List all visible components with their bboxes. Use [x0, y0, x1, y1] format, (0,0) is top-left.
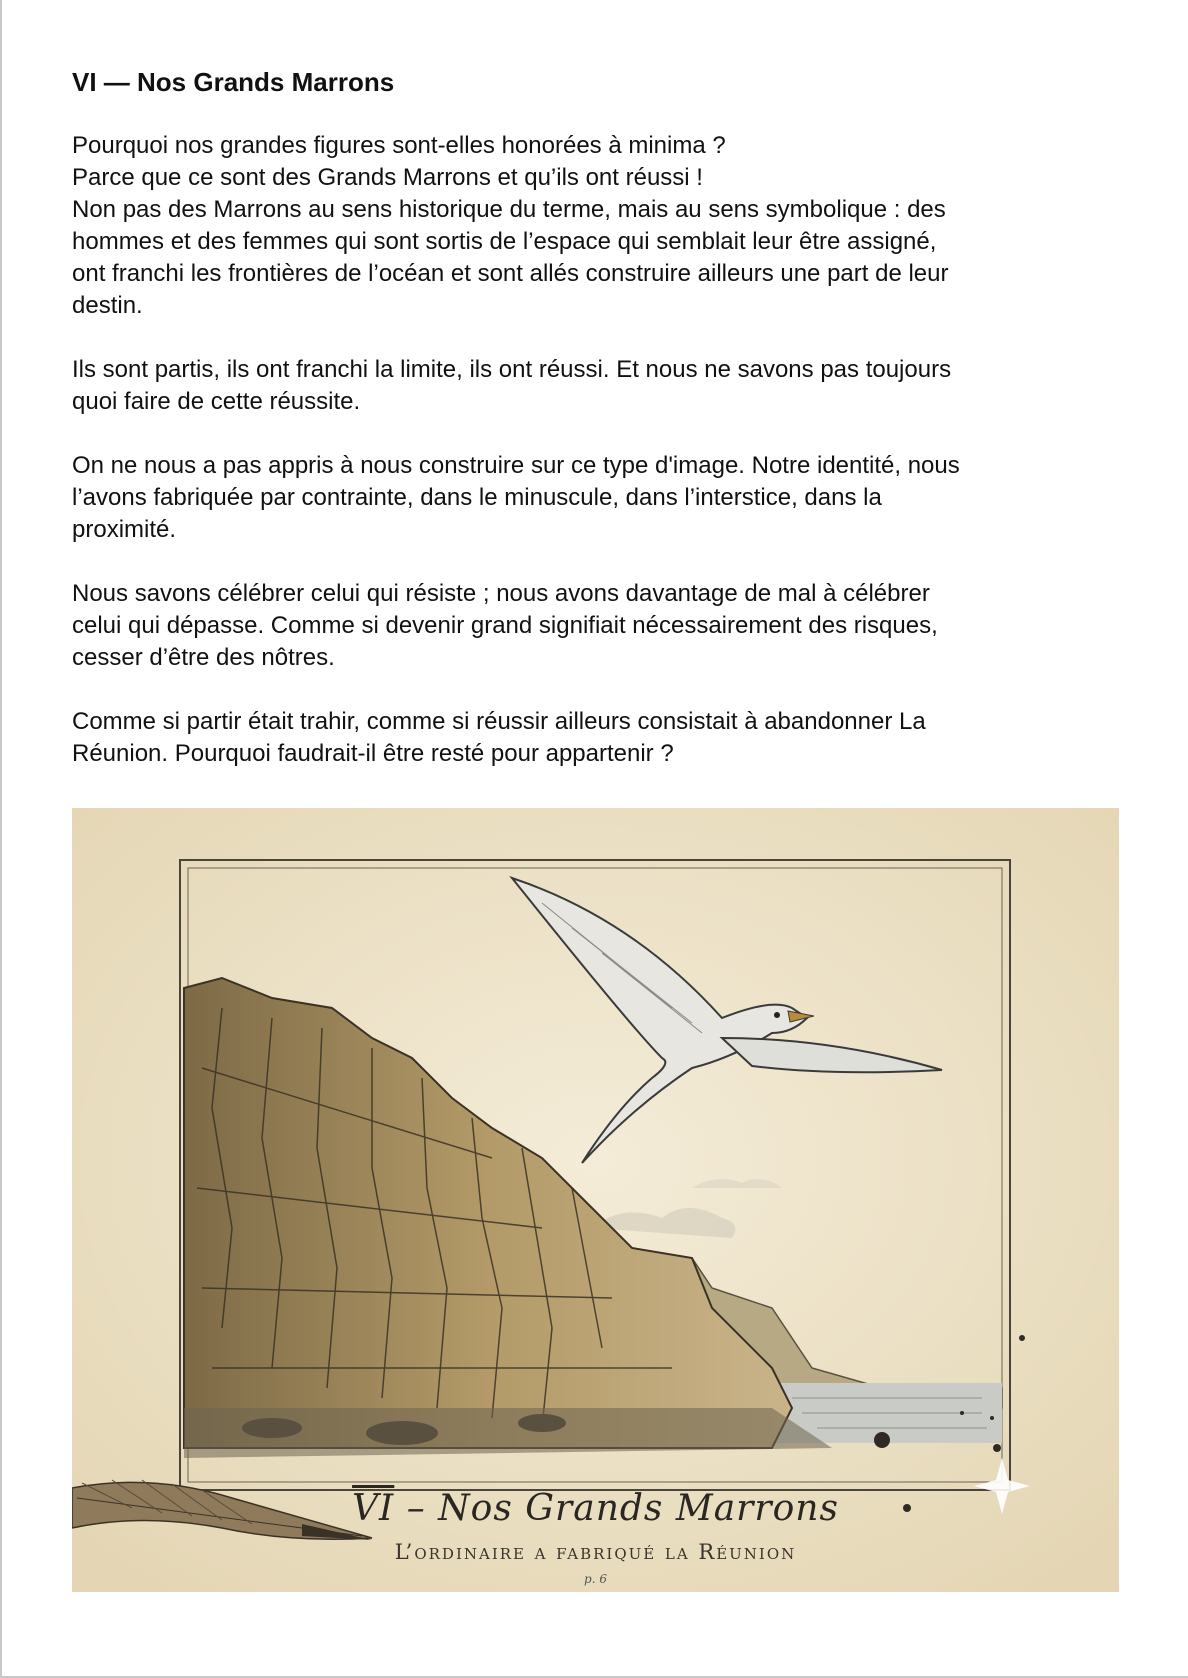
title-numeral: $\overline{VI}$ [352, 1488, 395, 1529]
text-line: l’avons fabriquée par contrainte, dans le minuscule, dans l’interstice, dans la [72, 484, 882, 511]
paragraph [72, 706, 1122, 770]
text-line: Pourquoi nos grandes figures sont-elles honorées à minima ? [72, 132, 726, 159]
cliff-and-bird-drawing [72, 808, 1119, 1592]
ink-splatter [993, 1444, 1001, 1452]
text-line: quoi faire de cette réussite. [72, 388, 361, 415]
text-line: hommes et des femmes qui sont sortis de l’espace qui semblait leur être assigné, [72, 228, 937, 255]
ink-splatter [990, 1416, 994, 1420]
text-line: Réunion. Pourquoi faudrait-il être resté pour appartenir ? [72, 740, 674, 767]
page-number: p. 6 [584, 1572, 607, 1586]
text-line: Non pas des Marrons au sens historique du terme, mais au sens symbolique : des [72, 196, 946, 223]
paragraph [72, 354, 1122, 418]
text-line: ont franchi les frontières de l’océan et sont allés construire ailleurs une part de leur [72, 260, 949, 287]
rock [242, 1418, 302, 1438]
text-line: celui qui dépasse. Comme si devenir grand signifiait nécessairement des risques, [72, 612, 938, 639]
ink-splatter [960, 1411, 964, 1415]
ink-splatter [874, 1432, 890, 1448]
paragraph [72, 130, 1122, 322]
paragraph [72, 450, 1122, 546]
paragraph [72, 578, 1122, 674]
ink-splatter [1019, 1335, 1025, 1341]
title-text: – Nos Grands Marrons [406, 1488, 839, 1529]
illustration-subtitle: L’ordinaire a fabriqué la Réunion [394, 1540, 797, 1564]
rock [518, 1414, 566, 1432]
document-body [72, 66, 1122, 802]
illustration-title [72, 1488, 1119, 1529]
text-line: Comme si partir était trahir, comme si réussir ailleurs consistait à abandonner La [72, 708, 926, 735]
text-line: cesser d’être des nôtres. [72, 644, 335, 671]
chapter-illustration [72, 808, 1119, 1592]
text-line: proximité. [72, 516, 177, 543]
section-heading: VI — Nos Grands Marrons [72, 67, 395, 97]
text-line: Parce que ce sont des Grands Marrons et qu’ils ont réussi ! [72, 164, 703, 191]
text-line: Nous savons célébrer celui qui résiste ; nous avons davantage de mal à célébrer [72, 580, 930, 607]
text-line: Ils sont partis, ils ont franchi la limite, ils ont réussi. Et nous ne savons pas toujours [72, 356, 952, 383]
rock [366, 1421, 438, 1445]
text-line: On ne nous a pas appris à nous construire sur ce type d'image. Notre identité, nous [72, 452, 960, 479]
text-line: destin. [72, 292, 143, 319]
